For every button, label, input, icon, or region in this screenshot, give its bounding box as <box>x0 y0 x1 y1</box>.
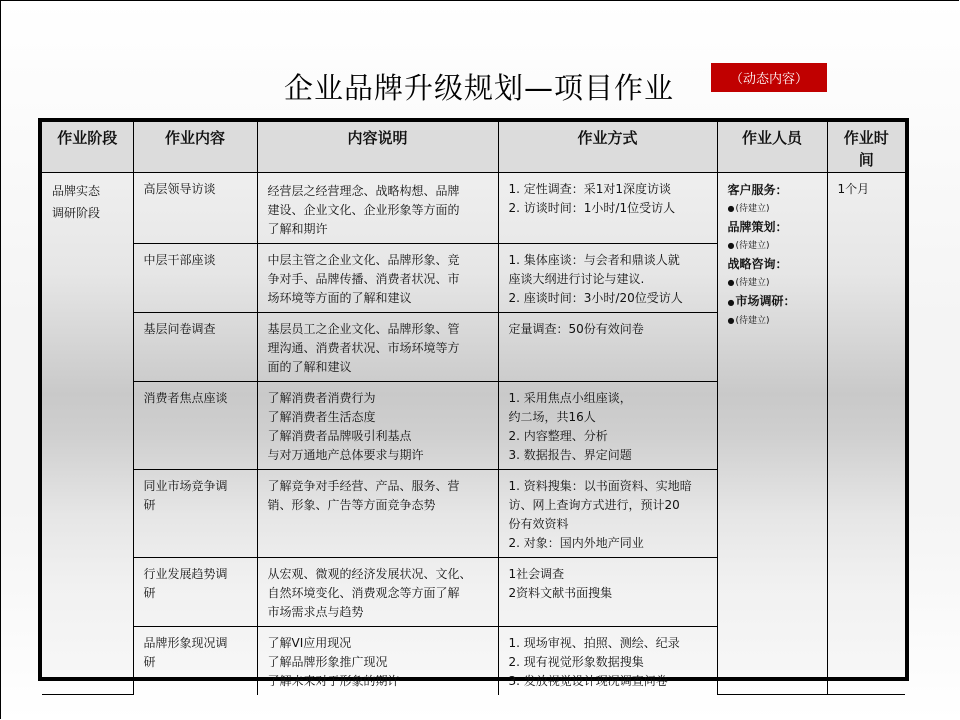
method-line: 2资料文献书面搜集 <box>508 585 613 600</box>
header-duration <box>827 122 905 172</box>
description-line: 争对手、品牌传播、消费者状况、市 <box>267 271 460 286</box>
staff-item: ● (待建立) <box>728 237 819 255</box>
description-line: 市场需求点与趋势 <box>267 604 364 619</box>
description-line: 与对万通地产总体要求与期许 <box>267 447 424 462</box>
description-line: 自然环境变化、消费观念等方面了解 <box>267 585 460 600</box>
header-description: 内容说明 <box>257 122 498 172</box>
method-cell <box>498 312 717 381</box>
description-cell <box>257 469 498 557</box>
description-cell <box>257 312 498 381</box>
description-line: 场环境等方面的了解和建议 <box>267 290 412 305</box>
content-cell <box>133 469 257 557</box>
description-line: 了解竞争对手经营、产品、服务、营 <box>267 478 460 493</box>
staff-role: 战略咨询： <box>727 256 788 271</box>
description-line: 从宏观、微观的经济发展状况、文化、 <box>267 566 472 581</box>
description-line: 了解品牌形象推广现况 <box>267 654 388 669</box>
staff-role: ● 市场调研： <box>728 292 819 312</box>
header-staff: 作业人员 <box>717 122 827 172</box>
staff-item: ● (待建立) <box>728 274 819 292</box>
stage-line-1: 品牌实态 <box>52 183 101 198</box>
method-line: 2. 访谈时间：1小时/1位受访人 <box>508 200 676 215</box>
method-line: 1. 资料搜集：以书面资料、实地暗 <box>508 478 692 493</box>
staff-item: ● (待建立) <box>728 200 819 218</box>
method-line: 定量调查：50份有效问卷 <box>508 321 644 336</box>
page-title: 企业品牌升级规划—项目作业 <box>284 71 675 105</box>
content-cell <box>133 557 257 626</box>
method-line: 2. 内容整理、分析 <box>508 428 608 443</box>
table-header-row <box>42 122 905 172</box>
method-line: 1. 采用焦点小组座谈， <box>508 390 632 405</box>
staff-role: 品牌策划： <box>727 219 788 234</box>
method-line: 2. 座谈时间：3小时/20位受访人 <box>508 290 683 305</box>
description-line: 建设、企业文化、企业形象等方面的 <box>267 202 460 217</box>
content-line: 同业市场竞争调 <box>143 478 228 493</box>
method-cell <box>498 243 717 312</box>
method-line: 座谈大纲进行讨论与建议. <box>508 271 645 286</box>
content-cell <box>133 626 257 695</box>
stage-cell <box>42 172 133 695</box>
staff-role: 客户服务： <box>727 182 788 197</box>
method-line: 1. 定性调查：采1对1深度访谈 <box>508 181 672 196</box>
description-line: 经营层之经营理念、战略构想、品牌 <box>267 183 460 198</box>
description-line: 销、形象、广告等方面竞争态势 <box>267 497 436 512</box>
description-line: 面的了解和建议 <box>267 359 352 374</box>
description-line: 理沟通、消费者状况、市场环境等方 <box>267 340 460 355</box>
method-line: 份有效资料 <box>508 516 569 531</box>
method-line: 3. 数据报告、界定问题 <box>508 447 632 462</box>
staff-item: ● (待建立) <box>728 312 819 330</box>
description-line: 了解消费者生活态度 <box>267 409 376 424</box>
table-row <box>42 172 905 243</box>
method-line: 约二场，共16人 <box>508 409 596 424</box>
description-line: 了解未来对于形象的期许 <box>267 673 400 688</box>
description-line: 了解VI应用现况 <box>267 635 352 650</box>
method-line: 1. 集体座谈：与会者和鼎谈人就 <box>508 252 680 267</box>
header-method: 作业方式 <box>498 122 717 172</box>
content-cell: 中层干部座谈 <box>133 243 257 312</box>
content-cell: 消费者焦点座谈 <box>133 381 257 469</box>
content-line: 研 <box>143 654 156 669</box>
method-cell <box>498 626 717 695</box>
description-cell <box>257 626 498 695</box>
method-line: 2. 现有视觉形象数据搜集 <box>508 654 644 669</box>
method-line: 访、网上查询方式进行，预计20 <box>508 497 680 512</box>
method-cell <box>498 172 717 243</box>
method-cell <box>498 381 717 469</box>
method-line: 3. 发放视觉设计现况调查问卷 <box>508 673 668 688</box>
staff-cell <box>717 172 827 695</box>
method-line: 1社会调查 <box>508 566 565 581</box>
duration-cell: 1个月 <box>827 172 905 695</box>
description-line: 了解和期许 <box>267 221 328 236</box>
content-cell: 基层问卷调查 <box>133 312 257 381</box>
description-cell <box>257 243 498 312</box>
description-line: 基层员工之企业文化、品牌形象、管 <box>267 321 460 336</box>
content-line: 研 <box>143 585 156 600</box>
method-line: 1. 现场审视、拍照、测绘、纪录 <box>508 635 680 650</box>
content-line: 品牌形象现况调 <box>143 635 228 650</box>
stage-line-2: 调研阶段 <box>52 205 101 220</box>
header-stage: 作业阶段 <box>42 122 133 172</box>
description-line: 了解消费者消费行为 <box>267 390 376 405</box>
description-cell <box>257 172 498 243</box>
description-line: 中层主管之企业文化、品牌形象、竞 <box>267 252 460 267</box>
method-line: 2. 对象：国内外地产同业 <box>508 535 644 550</box>
header-content: 作业内容 <box>133 122 257 172</box>
description-cell <box>257 381 498 469</box>
header-duration-label: 作业时间 <box>843 129 889 169</box>
method-cell <box>498 557 717 626</box>
content-line: 行业发展趋势调 <box>143 566 228 581</box>
description-cell <box>257 557 498 626</box>
method-cell <box>498 469 717 557</box>
project-work-table <box>38 118 909 688</box>
content-line: 研 <box>143 497 156 512</box>
dynamic-content-badge: （动态内容） <box>711 63 827 92</box>
content-cell: 高层领导访谈 <box>133 172 257 243</box>
description-line: 了解消费者品牌吸引利基点 <box>267 428 412 443</box>
